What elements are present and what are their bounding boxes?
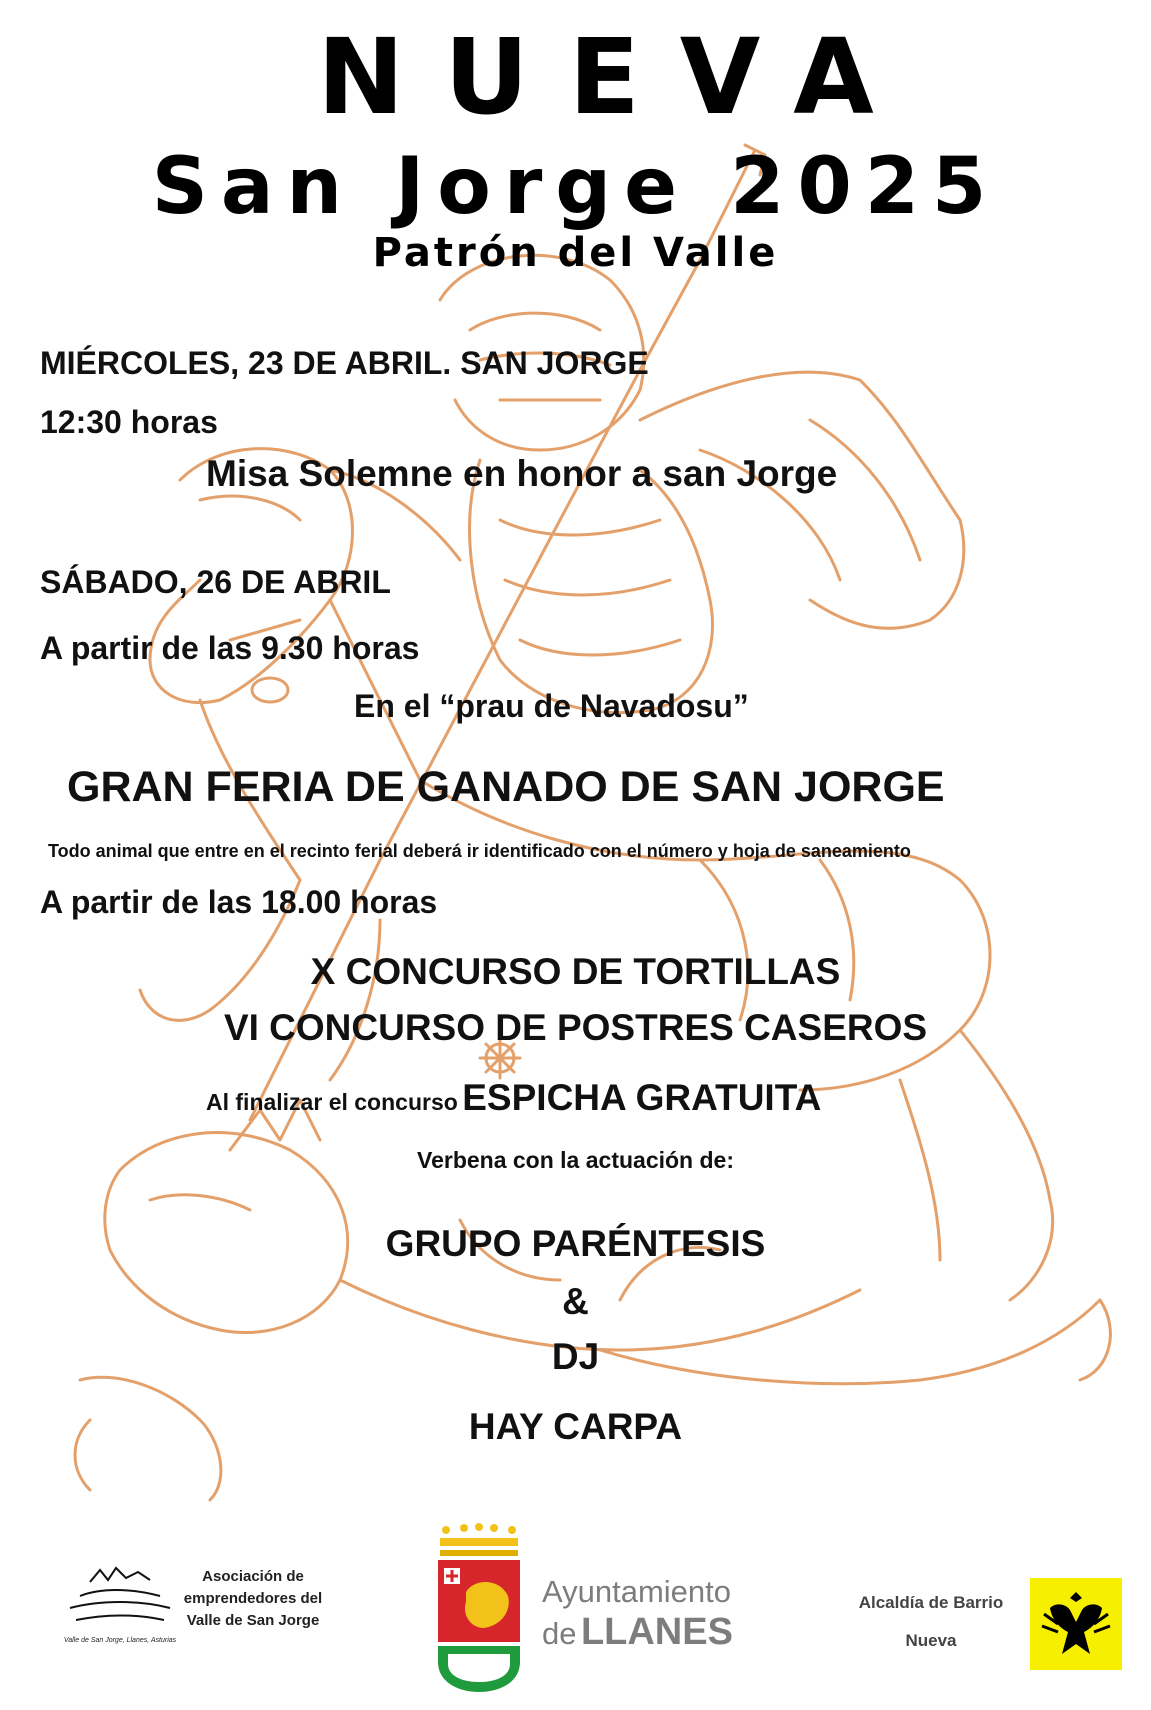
day2-time-evening: A partir de las 18.00 horas bbox=[40, 884, 438, 920]
alcaldia-line1: Alcaldía de Barrio bbox=[858, 1593, 1004, 1612]
contest-postres: VI CONCURSO DE POSTRES CASEROS bbox=[223, 1007, 928, 1048]
double-headed-eagle-icon bbox=[1030, 1578, 1122, 1670]
verbena-text: Verbena con la actuación de: bbox=[417, 1147, 734, 1173]
poster-tagline: Patrón del Valle bbox=[372, 230, 779, 276]
hay-carpa: HAY CARPA bbox=[468, 1406, 683, 1447]
espicha-line bbox=[206, 1076, 821, 1120]
espicha-prefix: Al finalizar el concurso bbox=[206, 1089, 458, 1115]
de-prefix: de bbox=[542, 1616, 577, 1651]
day1-heading: MIÉRCOLES, 23 DE ABRIL. SAN JORGE bbox=[40, 345, 649, 381]
poster-subtitle: San Jorge 2025 bbox=[151, 142, 1000, 232]
association-logo-icon bbox=[60, 1562, 180, 1634]
llanes-coat-of-arms-icon bbox=[434, 1522, 524, 1694]
day2-location: En el “prau de Navadosu” bbox=[354, 688, 749, 724]
feria-title: GRAN FERIA DE GANADO DE SAN JORGE bbox=[67, 763, 945, 811]
day2-time-morning: A partir de las 9.30 horas bbox=[40, 630, 420, 666]
day1-event: Misa Solemne en honor a san Jorge bbox=[206, 453, 838, 494]
llanes-label: LLANES bbox=[580, 1611, 733, 1653]
alcaldia-line2: Nueva bbox=[905, 1631, 957, 1650]
association-line1: Asociación de bbox=[202, 1568, 304, 1585]
dj-label: DJ bbox=[551, 1336, 600, 1377]
association-name bbox=[178, 1566, 328, 1632]
day2-heading: SÁBADO, 26 DE ABRIL bbox=[40, 564, 391, 600]
de-llanes-line bbox=[542, 1612, 733, 1654]
association-line3: Valle de San Jorge bbox=[186, 1612, 320, 1629]
alcaldia-text bbox=[846, 1584, 1016, 1660]
ampersand: & bbox=[562, 1281, 589, 1322]
espicha-gratuita: ESPICHA GRATUITA bbox=[462, 1077, 822, 1118]
poster-title: NUEVA bbox=[317, 16, 914, 138]
association-line2: emprendedores del bbox=[183, 1590, 323, 1607]
association-logo-caption: Valle de San Jorge, Llanes, Asturias bbox=[63, 1637, 177, 1644]
feria-note: Todo animal que entre en el recinto ferial deberá ir identificado con el número y hoja de saneamiento bbox=[48, 841, 911, 861]
band-name: GRUPO PARÉNTESIS bbox=[385, 1223, 766, 1264]
day1-time: 12:30 horas bbox=[40, 404, 218, 440]
ayuntamiento-label: Ayuntamiento bbox=[542, 1574, 731, 1609]
contest-tortillas: X CONCURSO DE TORTILLAS bbox=[310, 951, 841, 992]
